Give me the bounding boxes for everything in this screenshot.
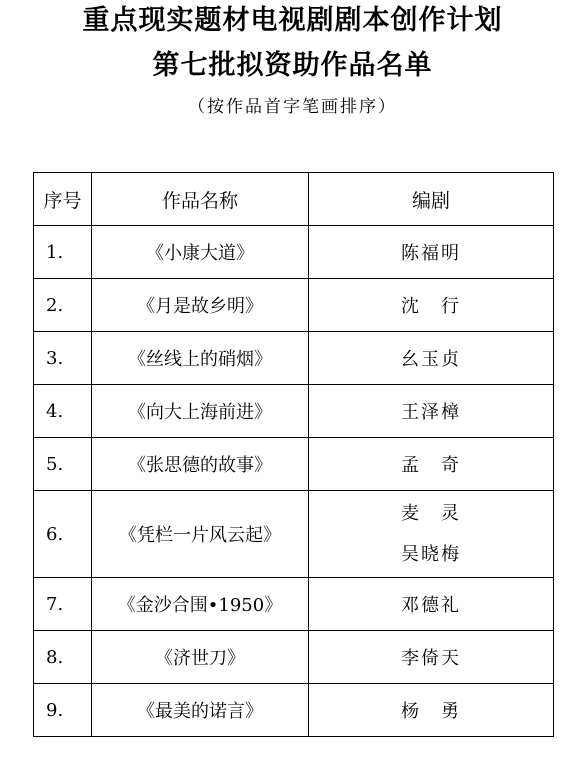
row-number: 9.: [34, 684, 92, 737]
screenwriter-name: 陈福明: [401, 243, 461, 264]
screenwriter-name: 李倚天: [401, 648, 461, 669]
table-row: [34, 684, 554, 737]
work-title: 《最美的诺言》: [92, 684, 309, 737]
work-title: 《济世刀》: [92, 631, 309, 684]
column-header-number: 序号: [34, 173, 92, 226]
work-title: 《小康大道》: [92, 226, 309, 279]
table-row: [34, 279, 554, 332]
row-number: 2.: [34, 279, 92, 332]
row-number: 4.: [34, 385, 92, 438]
row-number: 3.: [34, 332, 92, 385]
work-title: 《向大上海前进》: [92, 385, 309, 438]
funded-works-table: [33, 172, 554, 737]
screenwriter: [309, 226, 554, 279]
screenwriter-name: 孟 奇: [401, 455, 461, 476]
row-number: 5.: [34, 438, 92, 491]
row-number: 6.: [34, 491, 92, 578]
table-row: [34, 578, 554, 631]
screenwriter-name: 吴晓梅: [401, 544, 461, 565]
screenwriter-name: 杨 勇: [401, 701, 461, 722]
table-row: [34, 385, 554, 438]
work-title: 《张思德的故事》: [92, 438, 309, 491]
table-row: [34, 226, 554, 279]
screenwriter: [309, 279, 554, 332]
table-row: [34, 438, 554, 491]
work-title: 《丝线上的硝烟》: [92, 332, 309, 385]
screenwriter: [309, 578, 554, 631]
screenwriter: [309, 631, 554, 684]
table-header-row: [34, 173, 554, 226]
work-title: 《凭栏一片风云起》: [92, 491, 309, 578]
table-row: [34, 631, 554, 684]
row-number: 1.: [34, 226, 92, 279]
screenwriter-name: 幺玉贞: [401, 349, 461, 370]
row-number: 8.: [34, 631, 92, 684]
screenwriter: [309, 438, 554, 491]
document-subtitle: （按作品首字笔画排序）: [188, 97, 397, 117]
screenwriter: [309, 385, 554, 438]
screenwriter-name: 邓德礼: [401, 595, 461, 616]
column-header-work-title: 作品名称: [92, 173, 309, 226]
screenwriter-name: 王泽樟: [401, 402, 461, 423]
screenwriter-name: 麦 灵: [401, 503, 461, 524]
table-row: [34, 332, 554, 385]
table-row: [34, 491, 554, 578]
document-title-line-2: 第七批拟资助作品名单: [152, 50, 433, 81]
screenwriter: [309, 332, 554, 385]
screenwriter: [309, 684, 554, 737]
screenwriter-name: 沈 行: [401, 296, 461, 317]
screenwriter: [309, 491, 554, 578]
document-title-line-1: 重点现实题材电视剧剧本创作计划: [82, 5, 503, 36]
column-header-screenwriter: 编剧: [309, 173, 554, 226]
work-title: 《金沙合围•1950》: [92, 578, 309, 631]
work-title: 《月是故乡明》: [92, 279, 309, 332]
row-number: 7.: [34, 578, 92, 631]
